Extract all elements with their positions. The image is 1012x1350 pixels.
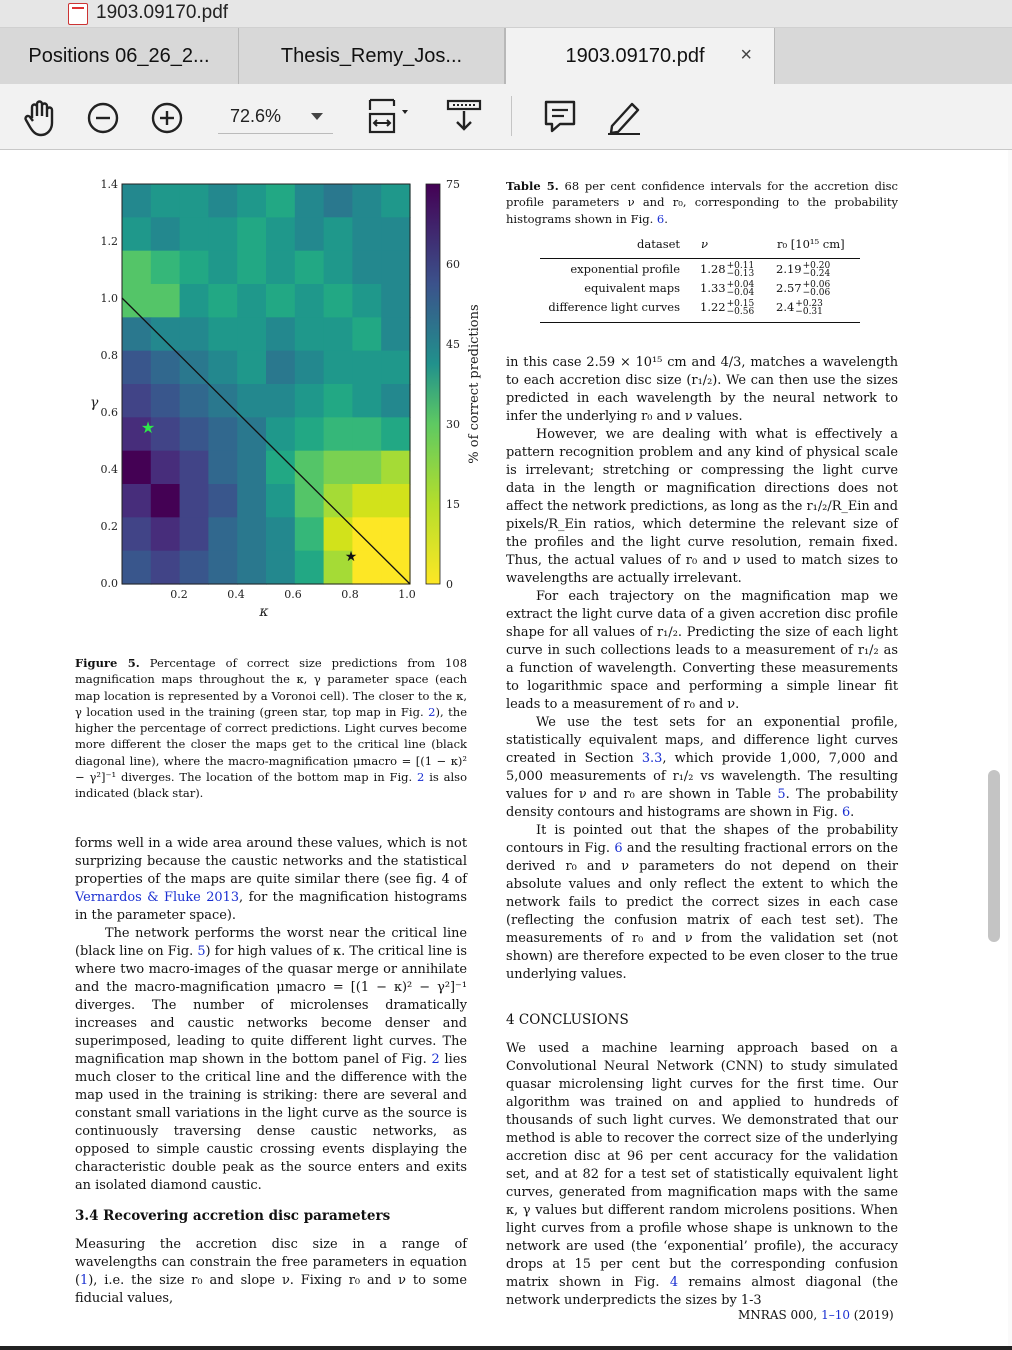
cross-reference-link[interactable]: 6 — [841, 805, 851, 820]
voronoi-cell — [352, 284, 381, 318]
voronoi-cell — [208, 284, 237, 318]
tab-label: Thesis_Remy_Jos... — [280, 44, 463, 67]
voronoi-cell — [352, 417, 381, 451]
tab-positions[interactable] — [0, 28, 239, 84]
text-run: . The probability density contours and histograms are shown in Fig. — [506, 787, 898, 820]
voronoi-cell — [352, 217, 381, 251]
voronoi-cell — [237, 551, 266, 585]
cross-reference-link[interactable]: 2 — [417, 770, 425, 785]
voronoi-cell — [352, 384, 381, 418]
hand-tool-icon[interactable] — [20, 98, 60, 138]
text-run: is also indicated (black star). — [75, 770, 467, 801]
voronoi-cell — [324, 317, 353, 351]
voronoi-cell — [237, 451, 266, 485]
y-tick: 0.4 — [100, 463, 118, 476]
voronoi-cell — [295, 251, 324, 285]
chevron-down-icon — [311, 113, 323, 120]
text-run: forms well in a wide area around these values, which is not surprizing because the caustic networks and the statistical properties of the maps are quite similar there (see fig. 4 of — [75, 836, 467, 887]
voronoi-cell — [295, 417, 324, 451]
table-cell-nu: 1.22 +0.15 −0.56 — [700, 299, 755, 317]
text-run: and the resulting fractional errors on the derived r₀ and ν parameters do not depend on their absolute values and only reflect the extent to which the network fails to predict the correct sizes in each case (reflecting the confusion matrix of each test set). The measurements of r₀ and ν from the validation set (not shown) are therefore expected to be even closer to the true underlying values. — [506, 841, 898, 982]
figure-link[interactable]: 6 — [656, 211, 665, 226]
paragraph — [506, 714, 898, 822]
voronoi-cell — [180, 317, 209, 351]
voronoi-cell — [295, 517, 324, 551]
voronoi-cell — [381, 317, 410, 351]
table-cell-dataset: difference light curves — [548, 300, 680, 314]
voronoi-cell — [122, 184, 151, 218]
voronoi-cell — [237, 284, 266, 318]
close-tab-icon[interactable]: × — [740, 44, 752, 66]
section-heading-4: 4 CONCLUSIONS — [506, 1012, 629, 1028]
cross-reference-link[interactable]: 6 — [614, 841, 623, 856]
voronoi-cell — [180, 217, 209, 251]
voronoi-cell — [266, 184, 295, 218]
table-rule — [540, 322, 860, 323]
tab-label: 1903.09170.pdf — [565, 44, 705, 67]
zoom-value: 72.6% — [230, 106, 282, 126]
voronoi-cell — [237, 317, 266, 351]
voronoi-cell — [295, 384, 324, 418]
voronoi-cell — [122, 551, 151, 585]
voronoi-cell — [324, 217, 353, 251]
table-caption-end: . — [664, 211, 668, 226]
voronoi-cell — [266, 284, 295, 318]
table-5-caption — [506, 178, 898, 227]
voronoi-cell — [295, 484, 324, 518]
y-tick: 1.0 — [100, 292, 118, 305]
voronoi-cell — [208, 417, 237, 451]
voronoi-cell — [180, 251, 209, 285]
vertical-scrollbar[interactable] — [988, 770, 1000, 942]
text-run: Figure 5. — [75, 656, 140, 670]
colorbar-tick: 60 — [446, 258, 460, 271]
voronoi-cell — [352, 317, 381, 351]
x-tick: 1.0 — [398, 588, 416, 601]
footer-year: (2019) — [849, 1308, 894, 1322]
paragraph — [75, 925, 467, 1195]
voronoi-cell — [381, 184, 410, 218]
voronoi-cell — [122, 384, 151, 418]
voronoi-cell — [122, 517, 151, 551]
text-run: We use the test sets for an exponential profile, statistically equivalent maps, and difference light curves created in Section — [506, 715, 898, 766]
table-header: ν — [701, 237, 708, 251]
tab-label: Positions 06_26_2... — [28, 44, 210, 67]
voronoi-cell — [151, 384, 180, 418]
table-cell-nu: 1.28 +0.11 −0.13 — [700, 261, 755, 279]
voronoi-cell — [151, 284, 180, 318]
voronoi-cell — [324, 351, 353, 385]
black-star-icon: ★ — [344, 549, 358, 565]
table-caption-label: Table 5. — [506, 179, 559, 193]
voronoi-cell — [237, 184, 266, 218]
voronoi-cell — [381, 351, 410, 385]
voronoi-cell — [180, 451, 209, 485]
voronoi-cell — [208, 317, 237, 351]
tab-bar — [0, 28, 1012, 84]
table-cell-r0: 2.4 +0.23 −0.31 — [776, 299, 823, 317]
table-caption-text: 68 per cent confidence intervals for the accretion disc profile parameters ν and r₀, corresponding to the probability histograms shown in Fig. — [506, 179, 898, 226]
paragraph: For each trajectory on the magnification map we extract the light curve data of a given accretion disc profile shape for all values of r₁/₂. Predicting the size of each light curve in such collections leads to a measurement of r₁/₂ as a function of wavelength. Converting these measurements to logarithmic space and performing a simple linear fit leads to a measurement of r₀ and ν. — [506, 589, 898, 712]
voronoi-cell — [295, 451, 324, 485]
voronoi-cell — [180, 184, 209, 218]
voronoi-cell — [208, 517, 237, 551]
cross-reference-link[interactable]: 3.3 — [641, 751, 663, 766]
voronoi-cell — [151, 251, 180, 285]
colorbar-tick: 75 — [446, 178, 460, 191]
voronoi-cell — [208, 217, 237, 251]
voronoi-cell — [151, 217, 180, 251]
cross-reference-link[interactable]: 4 — [669, 1275, 679, 1290]
text-run: The network performs the worst near the critical line (black line on Fig. — [75, 926, 467, 959]
text-run: remains almost diagonal (the network underpredicts the sizes by 1-3 — [506, 1275, 899, 1308]
voronoi-cell — [180, 551, 209, 585]
x-tick: 0.6 — [284, 588, 302, 601]
cross-reference-link[interactable]: 1 — [80, 1273, 89, 1288]
paragraph — [506, 1040, 898, 1310]
voronoi-cell — [295, 317, 324, 351]
table-rule — [540, 258, 860, 259]
voronoi-cell — [237, 384, 266, 418]
fit-page-icon[interactable] — [364, 96, 416, 138]
zoom-in-icon[interactable] — [150, 101, 184, 135]
colorbar — [426, 184, 440, 584]
x-tick: 0.2 — [170, 588, 188, 601]
text-run: , for the magnification histograms in the parameter space). — [75, 890, 467, 923]
tab-thesis[interactable] — [239, 28, 505, 84]
table-cell-r0: 2.57 +0.06 −0.06 — [776, 280, 831, 298]
voronoi-cell — [237, 417, 266, 451]
x-axis-label: κ — [259, 604, 269, 620]
text-run: We used a machine learning approach based on a Convolutional Neural Network (CNN) to study simulated quasar microlensing light curves for the first time. Our algorithm was trained on and applied to hundreds of thousands of such light curves. We demonstrated that our method is able to recover the correct size of the underlying accretion disc at 96 per cent accuracy for the validation set, and at 82 for a test set of statistically equivalent light curves, generated from magnification maps with the same κ, γ values but different random microlens positions. When light curves from a profile whose shape is unknown to the network are used (the ‘exponential’ profile), the accuracy drops at 15 per cent but the corresponding confusion matrix shown in Fig. — [506, 1041, 898, 1290]
voronoi-cell — [151, 351, 180, 385]
voronoi-cell — [381, 517, 410, 551]
voronoi-cell — [324, 451, 353, 485]
voronoi-cell — [324, 251, 353, 285]
voronoi-cell — [266, 317, 295, 351]
voronoi-cell — [381, 484, 410, 518]
voronoi-cell — [237, 217, 266, 251]
voronoi-cell — [237, 484, 266, 518]
tab-current-pdf[interactable] — [505, 28, 775, 84]
x-tick: 0.4 — [227, 588, 245, 601]
paragraph — [75, 835, 467, 925]
text-run: Percentage of correct size predictions from 108 magnification maps throughout the κ, γ parameter space (each map location is represented by a Voronoi cell). The closer to the κ, γ location used in the training (green star, top map in Fig. — [75, 656, 468, 719]
voronoi-cell — [266, 517, 295, 551]
y-tick: 0.6 — [100, 406, 118, 419]
voronoi-cell — [180, 384, 209, 418]
paragraph — [506, 822, 898, 984]
voronoi-cell — [324, 284, 353, 318]
voronoi-cell — [122, 351, 151, 385]
table-header: dataset — [637, 237, 681, 251]
colorbar-tick: 30 — [446, 418, 460, 431]
y-tick: 1.2 — [100, 235, 118, 248]
voronoi-cell — [381, 284, 410, 318]
window-bottom-border — [0, 1346, 1012, 1350]
voronoi-cell — [208, 351, 237, 385]
voronoi-cell — [151, 184, 180, 218]
table-cell-nu: 1.33 +0.04 −0.04 — [700, 280, 755, 298]
table-cell-dataset: equivalent maps — [584, 281, 680, 295]
voronoi-cell — [324, 184, 353, 218]
pdf-page — [0, 150, 1012, 1350]
voronoi-cell — [324, 384, 353, 418]
voronoi-cell — [352, 517, 381, 551]
paragraph — [75, 1236, 467, 1308]
text-run: lies much closer to the critical line and the difference with the map used in the training is striking: there are several and constant small variations in the light curve as the source is continuously traversing dense caustic networks, as opposed to simple caustic crossing events displaying the characteristic double peak as the source enters and exits an isolated diamond caustic. — [75, 1052, 467, 1193]
voronoi-cell — [352, 351, 381, 385]
voronoi-cell — [381, 251, 410, 285]
voronoi-cell — [208, 184, 237, 218]
pen-icon[interactable] — [604, 96, 644, 136]
page-edge — [1008, 150, 1012, 1350]
download-icon[interactable] — [445, 97, 483, 137]
voronoi-cell — [151, 451, 180, 485]
text-run: . — [850, 805, 855, 820]
voronoi-cell — [266, 484, 295, 518]
voronoi-cell — [295, 217, 324, 251]
voronoi-cell — [352, 484, 381, 518]
green-star-icon: ★ — [140, 418, 156, 437]
colorbar-tick: 0 — [446, 578, 453, 591]
voronoi-cell — [180, 517, 209, 551]
text-run: , which provide 1,000, 7,000 and 5,000 measurements of r₁/₂ vs wavelength. The resulting values for ν and r₀ are shown in Table — [506, 751, 898, 802]
zoom-out-icon[interactable] — [86, 101, 120, 135]
text-run: ) for high values of κ. The critical line is where two macro-images of the quasar merge or annihilate and the macro-magnification μmacro = [(1 − κ)² − γ²]⁻¹ diverges. The number of microlenses dramatically increases and caustic networks become denser and superimposed, leading to quite different light curves. The magnification map shown in the bottom panel of Fig. — [75, 944, 467, 1067]
comment-icon[interactable] — [542, 98, 578, 136]
voronoi-cell — [352, 451, 381, 485]
text-run: ), i.e. the size r₀ and slope ν. Fixing r₀ and ν to some fiducial values, — [75, 1273, 467, 1306]
voronoi-cell — [352, 184, 381, 218]
voronoi-cell — [295, 551, 324, 585]
paragraph: However, we are dealing with what is effectively a pattern recognition problem and any kind of physical scale is irrelevant; stretching or compressing the light curve data in the length or magnification directions does not affect the network predictions, as long as the r₁/₂/R_Ein and pixels/R_Ein ratios, which determine the relevant size of the profiles and the light curve resolution, remain fixed. Thus, the actual values of r₀ and ν used to match sizes to wavelengths are actually irrelevant. — [506, 427, 899, 586]
voronoi-cell — [266, 551, 295, 585]
text-run: It is pointed out that the shapes of the probability contours in Fig. — [506, 823, 898, 856]
voronoi-cell — [122, 484, 151, 518]
window-titlebar — [0, 0, 1012, 28]
colorbar-tick: 45 — [446, 338, 460, 351]
voronoi-cell — [237, 351, 266, 385]
x-tick: 0.8 — [341, 588, 359, 601]
voronoi-cell — [295, 351, 324, 385]
section-heading-3-4: 3.4 Recovering accretion disc parameters — [75, 1208, 391, 1224]
voronoi-cell — [266, 251, 295, 285]
y-axis-label: γ — [90, 395, 99, 411]
voronoi-cell — [381, 384, 410, 418]
voronoi-cell — [208, 551, 237, 585]
voronoi-cell — [266, 351, 295, 385]
cross-reference-link[interactable]: 5 — [197, 944, 206, 959]
voronoi-cell — [266, 384, 295, 418]
colorbar-tick: 15 — [446, 498, 460, 511]
figure-5-caption — [75, 655, 467, 802]
y-tick: 0.8 — [100, 349, 118, 362]
voronoi-cell — [295, 284, 324, 318]
voronoi-cell — [352, 251, 381, 285]
voronoi-cell — [122, 251, 151, 285]
voronoi-cell — [151, 551, 180, 585]
voronoi-cell — [237, 251, 266, 285]
footer-journal: MNRAS 000, — [738, 1308, 822, 1322]
cross-reference-link[interactable]: 2 — [428, 704, 436, 719]
voronoi-cell — [208, 484, 237, 518]
pdf-file-icon — [68, 3, 88, 25]
cross-reference-link[interactable]: 5 — [777, 787, 786, 802]
toolbar — [0, 84, 1012, 150]
voronoi-cell — [266, 217, 295, 251]
voronoi-cell — [324, 417, 353, 451]
paragraph: in this case 2.59 × 10¹⁵ cm and 4/3, matches a wavelength to each accretion disc size (r₁/₂). We can then use the sizes predicted in each wavelength by the neural network to infer the underlying r₀ and ν values. — [506, 355, 898, 424]
table-cell-r0: 2.19 +0.20 −0.24 — [776, 261, 831, 279]
y-tick: 0.0 — [100, 577, 118, 590]
window-title: 1903.09170.pdf — [96, 2, 229, 23]
voronoi-cell — [122, 451, 151, 485]
voronoi-cell — [208, 451, 237, 485]
voronoi-cell — [180, 284, 209, 318]
voronoi-cell — [180, 417, 209, 451]
voronoi-cell — [381, 451, 410, 485]
voronoi-cell — [208, 251, 237, 285]
footer-pages-link[interactable]: 1–10 — [821, 1308, 850, 1322]
voronoi-cell — [151, 517, 180, 551]
cross-reference-link[interactable]: 2 — [431, 1052, 440, 1067]
voronoi-cell — [295, 184, 324, 218]
voronoi-cell — [151, 317, 180, 351]
zoom-level-select[interactable] — [218, 100, 333, 134]
voronoi-cell — [180, 484, 209, 518]
y-tick: 1.4 — [100, 178, 118, 191]
voronoi-cell — [151, 417, 180, 451]
voronoi-cell — [381, 417, 410, 451]
text-run: Measuring the accretion disc size in a range of wavelengths can constrain the free parameters in equation ( — [75, 1237, 467, 1288]
toolbar-separator — [511, 96, 512, 136]
table-cell-dataset: exponential profile — [570, 262, 680, 276]
table-header: r₀ [10¹⁵ cm] — [777, 237, 845, 251]
colorbar-label: % of correct predictions — [467, 304, 482, 464]
y-tick: 0.2 — [100, 520, 118, 533]
figure-5-heatmap — [60, 172, 480, 622]
voronoi-cell — [122, 217, 151, 251]
page-footer — [738, 1308, 894, 1322]
voronoi-cell — [237, 517, 266, 551]
voronoi-cell — [151, 484, 180, 518]
voronoi-cell — [381, 217, 410, 251]
text-run: ), the higher the percentage of correct predictions. Light curves become more different the closer the maps get to the critical line (black diagonal line), where the macro-magnification μmacro = [(1 − κ)² − γ²]⁻¹ diverges. The location of the bottom map in Fig. — [75, 704, 467, 785]
cross-reference-link[interactable]: Vernardos & Fluke 2013 — [75, 890, 240, 905]
